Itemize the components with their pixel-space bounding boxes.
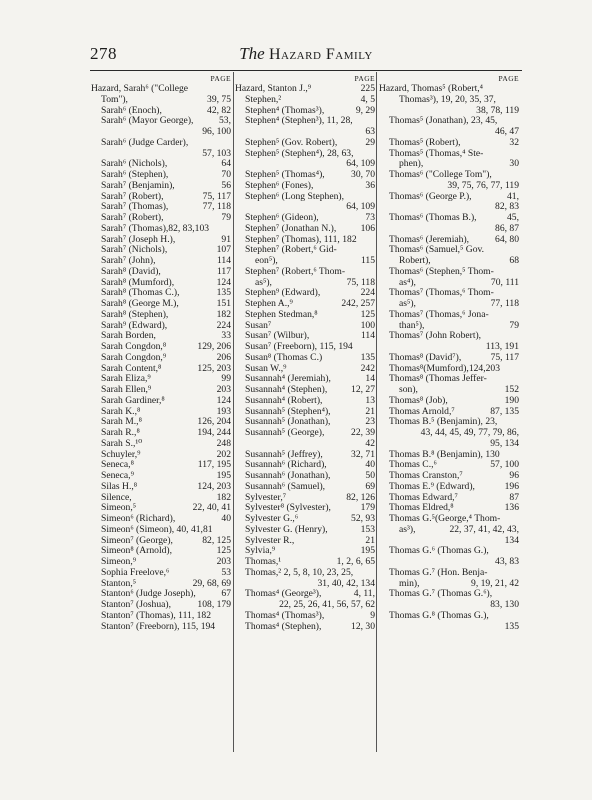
entry-name: Sarah Congdon,⁸ [101,341,167,352]
entry-pages: 13 [365,394,375,406]
entry-name: Susan W.,⁹ [245,362,287,374]
entry-pages: 22, 40, 41 [192,502,231,514]
entry-pages: 107 [216,244,231,256]
index-entry [379,525,521,536]
entry-name: Sarah Borden, [101,330,156,342]
entry-pages: 82, 83 [495,201,519,213]
entry-name: Stephen⁵ (Stephen⁴), 28, 63, [245,147,354,159]
entry-name: Stephen⁷ (Jonathan N.), [245,222,337,234]
entry-name: Simeon⁶ (Simeon), 40, 41,81 [101,523,213,535]
entry-name: Susan⁸ (Thomas C.) [245,351,323,363]
entry-name: Thomas³), 19, 20, 35, 37, [399,93,496,105]
entry-pages: 46, 47 [495,126,519,137]
entry-name: Sarah⁶ (Mayor George), [101,115,194,127]
entry-name: Thomas Edward,⁷ [389,491,458,503]
entry-name: Stephen,² [245,93,282,105]
entry-pages: 114 [216,255,231,266]
entry-name: Silence, [101,491,132,503]
entry-name: Stephen⁶ (Long Stephen), [245,190,344,202]
entry-name: Sarah⁶ (Stephen), [101,169,169,180]
entry-name: Sarah Gardiner,⁸ [101,394,165,406]
entry-pages: 70, 111 [490,276,519,288]
entry-name: phen), [399,158,424,170]
entry-name: Thomas C.,⁶ [389,459,437,471]
entry-pages: 117 [216,265,231,277]
entry-name: Sarah M.,⁸ [101,416,142,428]
entry-name: Hazard, Sarah⁶ ("College [91,83,189,94]
entry-name: Sarah⁶ (Enoch), [101,104,162,116]
entry-pages: 114 [360,330,375,342]
entry-name: Thomas⁸ (David⁷), [389,351,462,363]
entry-pages: 77, 118 [490,298,519,309]
entry-name: Hazard, Stanton J.,⁹ [235,83,312,94]
entry-name: Sylvester,⁷ [245,491,287,503]
entry-pages: 86, 87 [495,222,519,234]
entry-name: Robert), [399,255,431,266]
running-title-family: Hazard Family [268,46,373,63]
entry-name: Sophia Freelove,⁶ [101,566,170,578]
running-title [90,44,522,64]
entry-name: Stephen⁴ (Stephen³), 11, 28, [245,115,353,127]
entry-pages: 75, 117 [490,351,519,363]
entry-name: Sylvester⁸ (Sylvester), [245,502,331,514]
entry-name: Stephen⁹ (Edward), [245,287,321,299]
entry-pages: 202 [216,448,231,460]
entry-pages: 4, 11, [353,588,375,600]
entry-pages: 95, 134 [490,437,519,449]
entry-name: Sarah S.,¹⁰ [101,437,143,449]
entry-pages: 224 [216,319,231,331]
entry-pages: 134 [504,534,519,546]
entry-name: Susannah⁵ (George), [245,427,325,438]
entry-name: Sarah Ellen,⁹ [101,384,152,395]
entry-name: Susannah⁶ (Richard), [245,459,327,471]
entry-pages: 42, 82 [207,104,231,116]
entry-pages: 12, 27 [351,384,375,395]
entry-name: than⁵), [399,319,425,331]
entry-name: Sylvester R., [245,534,295,546]
entry-name: Sarah⁸ (Stephen), [101,308,169,320]
running-title-the: The [239,44,265,63]
entry-pages: 23 [365,416,375,428]
entry-pages: 32, 71 [351,448,375,460]
page-header [90,44,522,68]
entry-name: Sarah⁷ (Thomas),82, 83,103 [101,222,210,234]
entry-pages: 64 [221,158,231,170]
entry-pages: 182 [216,308,231,320]
entry-pages: 53 [221,566,231,578]
entry-pages: 224 [360,287,375,299]
entry-pages: 225 [360,83,375,94]
entry-name: Sarah⁸ (David), [101,265,161,277]
entry-name: Hazard, Thomas⁵ (Robert,⁴ [379,83,484,94]
entry-name: Susannah⁴ (Jeremiah), [245,373,331,385]
entry-pages: 193 [216,405,231,417]
entry-pages: 100 [360,319,375,331]
entry-name: Thomas G.⁶ (Thomas G.), [389,545,489,557]
entry-pages: 135 [504,620,519,632]
entry-pages: 124, 203 [197,480,231,492]
entry-name: Stanton⁶ (Judge Joseph), [101,588,196,600]
entry-name: Thomas⁵ (Robert), [389,136,461,148]
entry-pages: 45, [507,212,519,223]
entry-pages: 39, 75, 76, 77, 119 [447,179,519,191]
entry-name: Sarah⁷ (Joseph H.), [101,233,176,245]
entry-name: Sarah⁸ (Thomas C.), [101,287,180,299]
entry-pages: 31, 40, 42, 134 [317,577,375,589]
entry-name: Thomas E.⁹ (Edward), [389,480,475,492]
entry-name: min), [399,577,420,589]
entry-pages: 206 [216,351,231,363]
entry-pages: 57, 100 [490,459,519,471]
entry-pages: 91 [221,233,231,245]
entry-pages: 79 [221,212,231,223]
index-column-1 [91,74,233,632]
entry-pages: 152 [504,384,519,395]
entry-pages: 135 [360,351,375,363]
entry-name: Stephen⁴ (Thomas³), [245,104,325,116]
entry-name: Thomas G.⁵(George,⁴ Thom- [389,513,501,524]
entry-name: Thomas Cranston,⁷ [389,470,463,481]
index-entry [379,611,521,622]
entry-name: Tom"), [101,93,128,105]
index-column-3 [379,74,521,632]
entry-name: Sarah⁶ (Nichols), [101,158,168,170]
entry-name: Sarah Congdon,⁹ [101,351,167,363]
index-entry [235,622,377,633]
entry-name: Sarah Content,⁸ [101,362,162,374]
entry-pages: 75, 118 [346,276,375,288]
entry-name: Thomas Eldred,⁸ [389,502,454,514]
entry-name: Stephen⁵ (Thomas⁴), [245,169,325,180]
entry-pages: 153 [360,523,375,535]
entry-name: Thomas⁵ (Jonathan), 23, 45, [389,115,498,127]
entry-pages: 40 [365,459,375,471]
entry-name: Sarah⁷ (Benjamin), [101,179,175,191]
entry-name: eon⁵), [255,255,278,266]
entry-name: Stephen⁶ (Fones), [245,179,314,191]
entry-pages: 151 [216,298,231,309]
entry-name: as⁵), [255,276,272,288]
entry-pages: 38, 78, 119 [476,104,519,116]
entry-pages: 70 [221,169,231,180]
entry-name: Susannah⁴ (Stephen), [245,384,328,395]
index-entry [379,310,521,321]
entry-pages: 43, 83 [495,556,519,567]
entry-pages: 42 [365,437,375,449]
entry-name: Sylvester G.,⁶ [245,513,299,524]
entry-pages: 108, 179 [197,599,231,610]
entry-name: Susannah⁵ (Stephen⁴), [245,405,331,417]
entry-name: Thomas⁸(Mumford),124,203 [389,362,500,374]
entry-pages: 68 [509,255,519,266]
entry-pages: 124 [216,394,231,406]
entry-pages: 64, 109 [346,201,375,213]
entry-pages: 242, 257 [341,298,375,309]
entry-pages: 21 [365,405,375,417]
index-entry [91,622,233,633]
entry-pages: 67 [221,588,231,600]
index-entry [379,622,521,633]
entry-pages: 99 [221,373,231,385]
entry-name: Susannah⁶ (Samuel), [245,480,326,492]
entry-pages: 22, 25, 26, 41, 56, 57, 62 [279,599,375,610]
entry-pages: 57, 103 [202,147,231,159]
entry-name: Stanton⁷ (Joshua), [101,599,171,610]
entry-name: Stephen A.,⁹ [245,298,293,309]
column-page-heading: PAGE [354,74,375,83]
entry-name: Thomas,² 2, 5, 8, 10, 23, 25, [245,566,354,578]
entry-name: Thomas G.⁸ (Thomas G.), [389,609,489,621]
entry-pages: 79 [509,319,519,331]
entry-name: Sarah R.,⁸ [101,427,140,438]
entry-pages: 52, 93 [351,513,375,524]
entry-pages: 22, 39 [351,427,375,438]
entry-name: Stephen Stedman,⁸ [245,308,318,320]
entry-name: Stanton,⁵ [101,577,137,589]
entry-pages: 41, [507,190,519,202]
entry-pages: 195 [216,470,231,481]
entry-name: Seneca,⁹ [101,470,134,481]
entry-pages: 63 [365,126,375,137]
entry-pages: 21 [365,534,375,546]
entry-pages: 96 [509,470,519,481]
entry-name: Stephen⁷ (Robert,⁶ Gid- [245,244,337,256]
entry-name: Susan⁷ (Wilbur), [245,330,310,342]
entry-name: Sarah⁶ (Judge Carder), [101,136,189,148]
entry-name: Sarah Eliza,⁹ [101,373,151,385]
entry-pages: 32 [509,136,519,148]
entry-pages: 117, 195 [197,459,231,471]
entry-pages: 106 [360,222,375,234]
entry-pages: 56 [221,179,231,191]
entry-pages: 22, 37, 41, 42, 43, [449,523,519,535]
entry-name: son), [399,384,418,395]
entry-name: Sarah⁸ (George M.), [101,298,179,309]
entry-name: Sylvia,⁹ [245,545,276,557]
page-number: 278 [90,44,117,63]
entry-name: Stephen⁵ (Gov. Robert), [245,136,338,148]
entry-pages: 196 [504,480,519,492]
entry-pages: 135 [216,287,231,299]
entry-name: Susannah⁵ (Jonathan), [245,416,331,428]
entry-pages: 75, 117 [202,190,231,202]
entry-pages: 194, 244 [197,427,231,438]
entry-name: Thomas⁴ (George³), [245,588,322,600]
entry-name: Stanton⁷ (Thomas), 111, 182 [101,609,212,621]
entry-name: Sylvester G. (Henry), [245,523,328,535]
entry-name: Thomas⁶ (George P.), [389,190,472,202]
entry-name: Susannah⁵ (Jeffrey), [245,448,323,460]
entry-pages: 195 [360,545,375,557]
entry-name: Thomas⁶ ("College Tom"), [389,169,492,180]
entry-pages: 125 [360,308,375,320]
entry-name: Sarah⁷ (Thomas), [101,201,169,213]
entry-pages: 248 [216,437,231,449]
entry-pages: 29 [365,136,375,148]
entry-name: Thomas⁷ (Thomas,⁶ Jona- [389,308,489,320]
entry-name: Sarah⁷ (Robert), [101,212,164,223]
entry-name: Thomas⁴ (Stephen), [245,620,322,632]
entry-pages: 115 [360,255,375,266]
entry-pages: 64, 80 [495,233,519,245]
entry-name: Simeon⁶ (Richard), [101,513,176,524]
entry-pages: 179 [360,502,375,514]
entry-name: Thomas Arnold,⁷ [389,405,455,417]
entry-pages: 30, 70 [351,169,375,180]
entry-name: Thomas B.⁵ (Benjamin), 23, [389,416,498,428]
entry-pages: 14 [365,373,375,385]
entry-pages: 113, 191 [485,341,519,352]
entry-pages: 129, 206 [197,341,231,352]
entry-name: Schuyler,⁹ [101,448,141,460]
entry-name: Susannah⁶ (Jonathan), [245,470,331,481]
entry-name: Sarah⁷ (John), [101,255,156,266]
entry-name: as³), [399,523,416,535]
entry-pages: 126, 204 [197,416,231,428]
entry-name: as⁴), [399,276,416,288]
entry-name: Thomas⁸ (Thomas Jeffer- [389,373,487,385]
entry-name: Simeon,⁵ [101,502,137,514]
entry-pages: 87, 135 [490,405,519,417]
column-page-heading: PAGE [498,74,519,83]
entry-pages: 9, 19, 21, 42 [471,577,519,589]
entry-name: Stephen⁷ (Thomas), 111, 182 [245,233,357,245]
entry-name: Sarah K.,⁸ [101,405,141,417]
entry-pages: 125, 203 [197,362,231,374]
entry-pages: 125 [216,545,231,557]
entry-pages: 124 [216,276,231,288]
entry-pages: 73 [365,212,375,223]
entry-name: Thomas⁶ (Thomas B.), [389,212,477,223]
entry-name: Susan⁷ [245,319,272,331]
entry-name: Stephen⁶ (Gideon), [245,212,319,223]
entry-pages: 33 [221,330,231,342]
entry-pages: 203 [216,384,231,395]
entry-pages: 136 [504,502,519,514]
entry-name: Stanton⁷ (Freeborn), 115, 194 [101,620,216,632]
entry-name: Thomas G.⁷ (Thomas G.⁶), [389,588,493,600]
entry-name: Thomas⁴ (Thomas³), [245,609,325,621]
entry-name: Sarah⁷ (Nichols), [101,244,168,256]
entry-name: Sarah⁸ (Mumford), [101,276,175,288]
entry-pages: 30 [509,158,519,170]
index-column-2 [235,74,377,632]
entry-pages: 83, 130 [490,599,519,610]
entry-name: as⁵), [399,298,416,309]
index-entry [235,116,377,127]
entry-name: Thomas G.⁷ (Hon. Benja- [389,566,488,578]
entry-name: Thomas B.⁸ (Benjamin), 130 [389,448,500,460]
entry-pages: 9 [370,609,375,621]
entry-pages: 190 [504,394,519,406]
entry-pages: 64, 109 [346,158,375,170]
entry-pages: 69 [365,480,375,492]
entry-name: Thomas⁷ (Thomas,⁶ Thom- [389,287,494,299]
entry-name: Simeon⁸ (Arnold), [101,545,173,557]
entry-name: Seneca,⁸ [101,459,134,471]
entry-pages: 242 [360,362,375,374]
entry-name: Thomas⁷ (John Robert), [389,330,482,342]
entry-name: Silas H.,⁸ [101,480,138,492]
entry-name: Sarah⁷ (Robert), [101,190,164,202]
entry-pages: 87 [509,491,519,503]
entry-pages: 4, 5 [360,93,375,105]
entry-pages: 40 [221,513,231,524]
entry-name: Stephen⁷ (Robert,⁶ Thom- [245,265,346,277]
entry-pages: 1, 2, 6, 65 [336,556,375,567]
entry-name: Sarah⁹ (Edward), [101,319,168,331]
entry-name: Thomas⁵ (Thomas,⁴ Ste- [389,147,484,159]
entry-pages: 50 [365,470,375,481]
header-rule [90,70,522,71]
entry-pages: 182 [216,491,231,503]
entry-pages: 82, 125 [202,534,231,546]
entry-pages: 29, 68, 69 [192,577,231,589]
entry-pages: 203 [216,556,231,567]
entry-name: Simeon,⁹ [101,556,137,567]
entry-name: Simeon⁷ (George), [101,534,173,546]
entry-name: Thomas⁶ (Jeremiah), [389,233,470,245]
entry-pages: 36 [365,179,375,191]
entry-pages: 9, 29 [355,104,375,116]
entry-pages: 12, 30 [351,620,375,632]
entry-name: Thomas⁶ (Samuel,⁵ Gov. [389,244,485,256]
entry-name: Susannah⁴ (Robert), [245,394,323,406]
entry-pages: 96, 100 [202,126,231,137]
index-entry [235,428,377,439]
entry-pages: 43, 44, 45, 49, 77, 79, 86, [420,427,519,438]
entry-name: Thomas,¹ [245,556,282,567]
column-page-heading: PAGE [210,74,231,83]
entry-name: Thomas⁸ (Job), [389,394,448,406]
entry-name: Susan⁷ (Freeborn), 115, 194 [245,341,353,352]
entry-pages: 53, [219,115,231,127]
column-divider [233,72,234,752]
entry-pages: 77, 118 [202,201,231,213]
entry-pages: 39, 75 [207,93,231,105]
entry-pages: 82, 126 [346,491,375,503]
entry-name: Thomas⁶ (Stephen,⁵ Thom- [389,265,494,277]
